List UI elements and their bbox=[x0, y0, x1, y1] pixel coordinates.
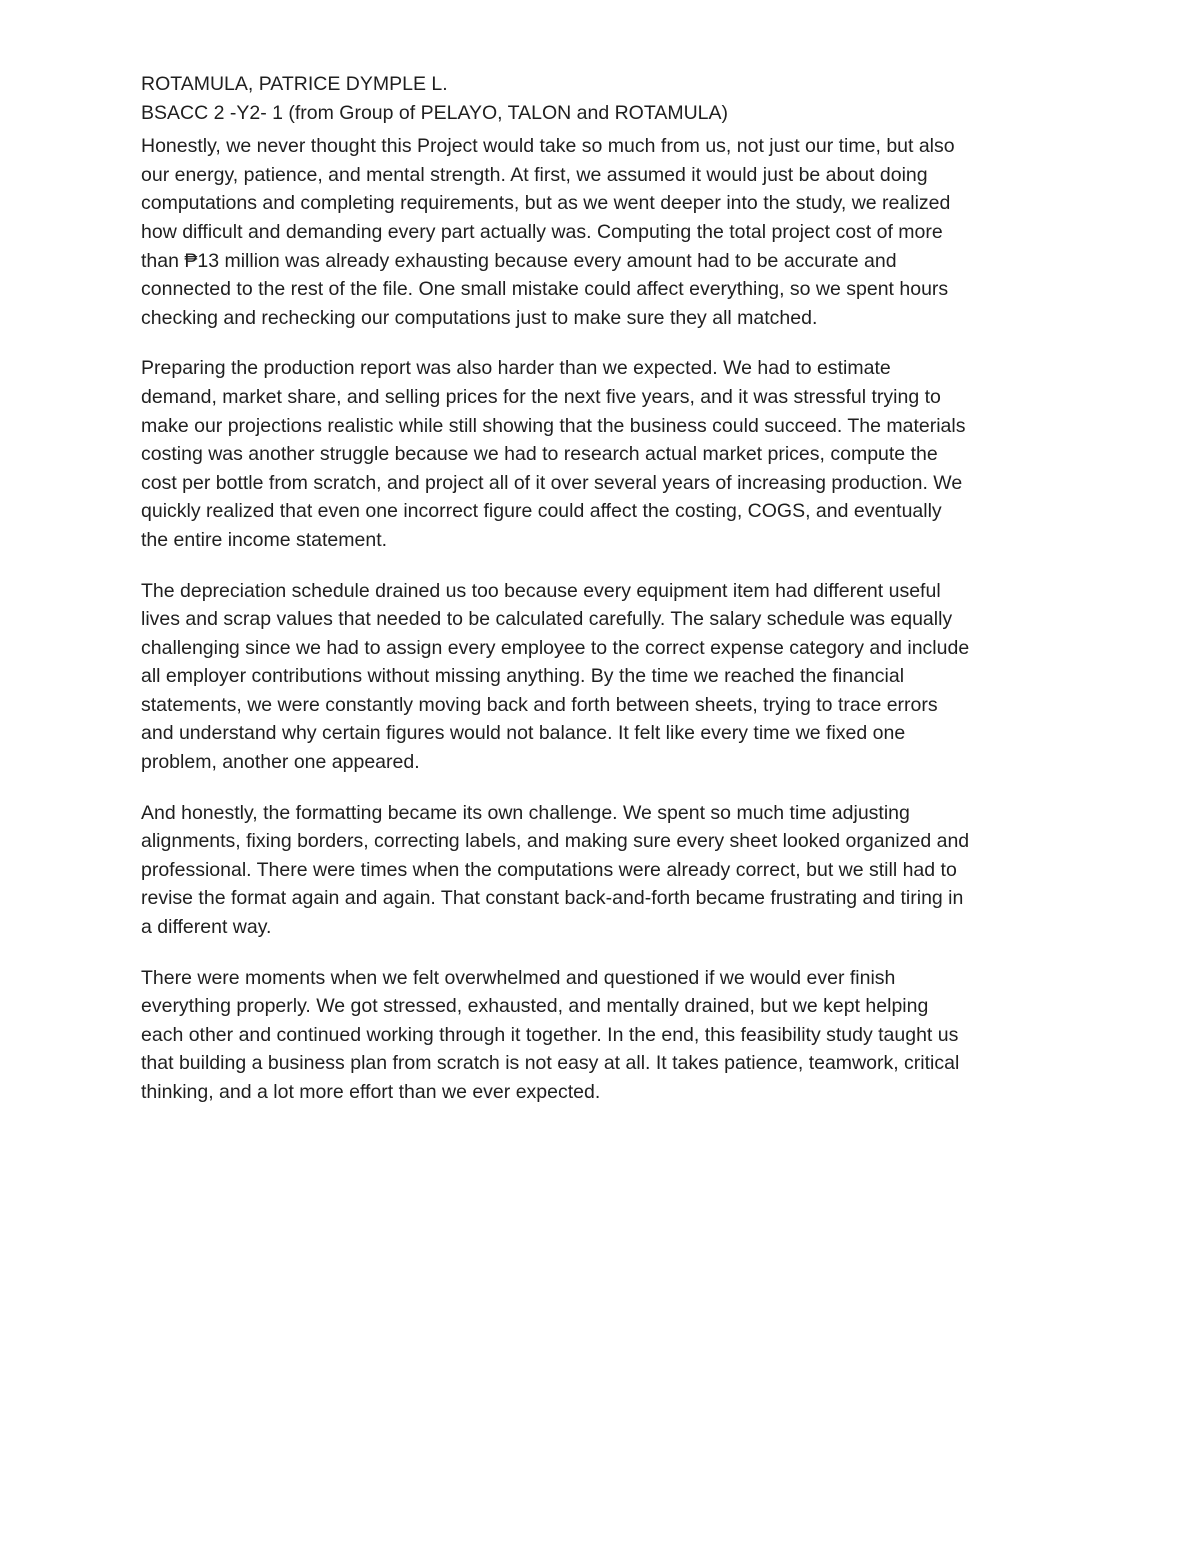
paragraph-line: lives and scrap values that needed to be calculated carefully. The salary schedule was equally bbox=[141, 608, 953, 631]
paragraph-line: computations and completing requirements, but as we went deeper into the study, we realized bbox=[141, 192, 951, 215]
paragraph-line: The depreciation schedule drained us too because every equipment item had different useful bbox=[141, 579, 941, 602]
paragraph-line: how difficult and demanding every part actually was. Computing the total project cost of more bbox=[141, 220, 943, 243]
paragraph-line: costing was another struggle because we had to research actual market prices, compute the bbox=[141, 443, 938, 466]
paragraph-line: demand, market share, and selling prices for the next five years, and it was stressful trying to bbox=[141, 385, 941, 408]
paragraph-line: quickly realized that even one incorrect figure could affect the costing, COGS, and eventually bbox=[141, 500, 942, 523]
paragraph-line: all employer contributions without missing anything. By the time we reached the financial bbox=[141, 665, 905, 688]
paragraph-line: professional. There were times when the computations were already correct, but we still had to bbox=[141, 858, 957, 881]
document-header bbox=[141, 70, 1066, 127]
paragraph-line: and understand why certain figures would not balance. It felt like every time we fixed one bbox=[141, 722, 906, 745]
paragraph-line: challenging since we had to assign every employee to the correct expense category and include bbox=[141, 636, 970, 659]
paragraph-line: checking and rechecking our computations just to make sure they all matched. bbox=[141, 306, 818, 329]
paragraph bbox=[141, 332, 1066, 554]
paragraph-line: statements, we were constantly moving back and forth between sheets, trying to trace errors bbox=[141, 693, 938, 716]
author-name: ROTAMULA, PATRICE DYMPLE L. bbox=[141, 73, 448, 95]
section-and-group: BSACC 2 -Y2- 1 (from Group of PELAYO, TALON and ROTAMULA) bbox=[141, 101, 728, 124]
paragraphs-container bbox=[141, 132, 1066, 1106]
paragraph bbox=[141, 555, 1066, 777]
paragraph-line: each other and continued working through it together. In the end, this feasibility study taught us bbox=[141, 1023, 959, 1046]
paragraph-line: Preparing the production report was also harder than we expected. We had to estimate bbox=[141, 357, 891, 380]
paragraph-line: cost per bottle from scratch, and project all of it over several years of increasing production. We bbox=[141, 471, 963, 494]
paragraph-line: problem, another one appeared. bbox=[141, 751, 420, 774]
paragraph-line: connected to the rest of the file. One small mistake could affect everything, so we spent hours bbox=[141, 278, 949, 301]
paragraph-line: thinking, and a lot more effort than we ever expected. bbox=[141, 1081, 601, 1103]
paragraph bbox=[141, 777, 1066, 942]
paragraph-line: make our projections realistic while still showing that the business could succeed. The materials bbox=[141, 414, 966, 437]
document-body bbox=[141, 70, 1066, 1107]
paragraph-line: And honestly, the formatting became its own challenge. We spent so much time adjusting bbox=[141, 801, 910, 824]
paragraph-line: Honestly, we never thought this Project would take so much from us, not just our time, but also bbox=[141, 135, 955, 158]
paragraph-line: everything properly. We got stressed, exhausted, and mentally drained, but we kept helping bbox=[141, 995, 929, 1018]
paragraph-line: a different way. bbox=[141, 916, 272, 939]
paragraph-line: revise the format again and again. That constant back-and-forth became frustrating and tiring in bbox=[141, 887, 964, 910]
paragraph-line: than ₱13 million was already exhausting because every amount had to be accurate and bbox=[141, 249, 897, 272]
paragraph-line: the entire income statement. bbox=[141, 528, 388, 551]
paragraph bbox=[141, 132, 1066, 332]
paragraph-line: our energy, patience, and mental strength. At first, we assumed it would just be about doing bbox=[141, 163, 928, 186]
paragraph-line: There were moments when we felt overwhelmed and questioned if we would ever finish bbox=[141, 966, 896, 989]
paragraph-line: alignments, fixing borders, correcting labels, and making sure every sheet looked organized and bbox=[141, 830, 970, 853]
paragraph-line: that building a business plan from scratch is not easy at all. It takes patience, teamwork, critical bbox=[141, 1052, 960, 1075]
paragraph bbox=[141, 942, 1066, 1107]
